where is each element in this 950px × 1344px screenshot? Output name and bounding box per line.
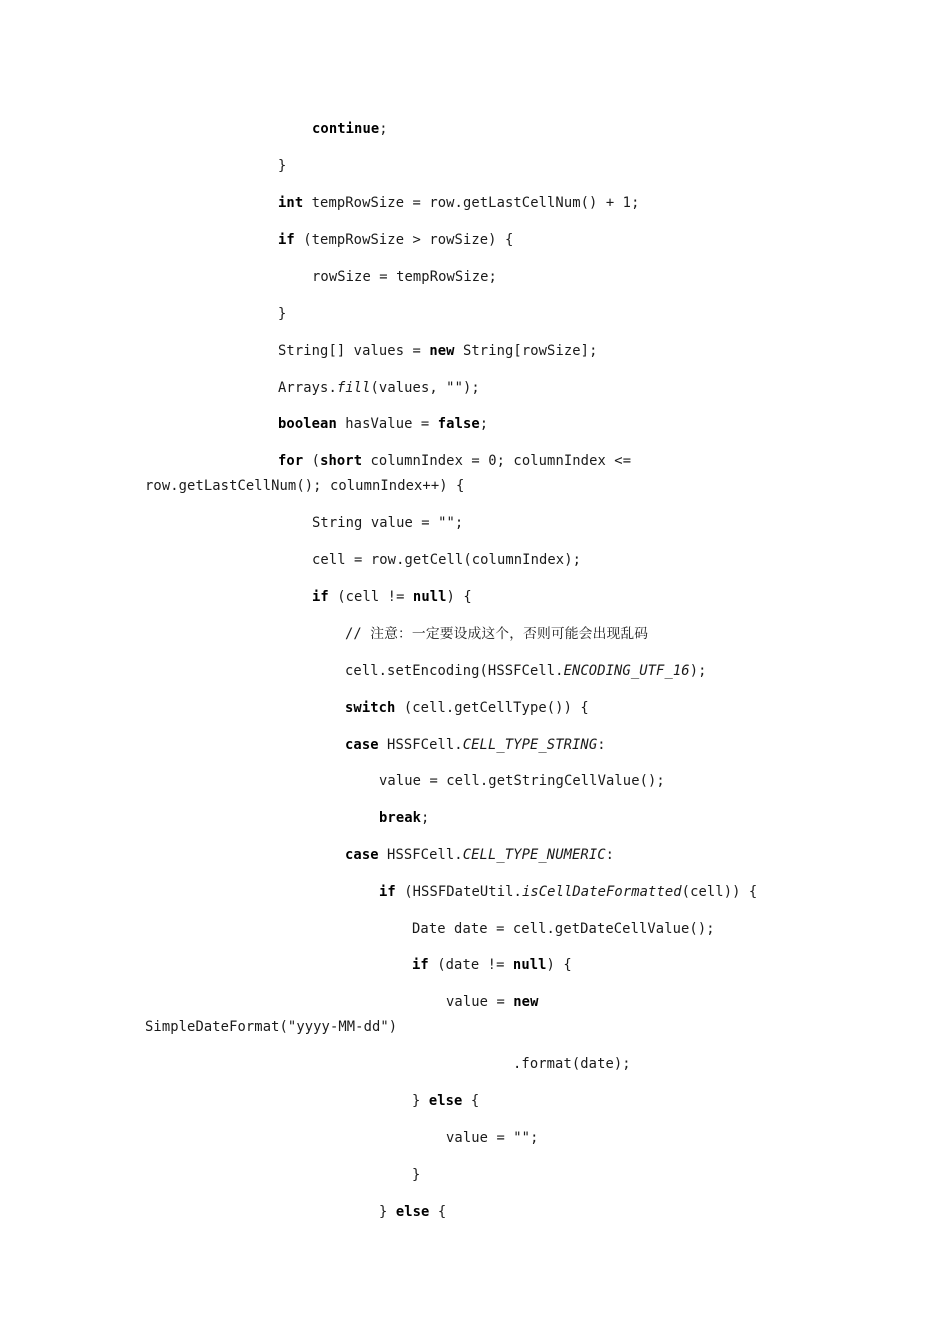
keyword: boolean xyxy=(278,416,337,432)
italic-identifier: isCellDateFormatted xyxy=(521,884,682,900)
comment-text: 注意：一定要设成这个，否则可能会出现乱码 xyxy=(370,626,649,642)
italic-identifier: fill xyxy=(336,380,371,396)
code-line xyxy=(412,1092,479,1110)
keyword: case xyxy=(345,737,379,753)
code-line xyxy=(379,772,665,790)
italic-identifier: CELL_TYPE_STRING xyxy=(462,737,598,753)
code-comment-line xyxy=(345,625,648,643)
keyword: new xyxy=(429,343,455,359)
code-text: tempRowSize = row.getLastCellNum() + 1; xyxy=(303,195,640,211)
code-line xyxy=(278,305,286,323)
code-text: String[rowSize]; xyxy=(454,343,598,359)
code-line xyxy=(278,342,597,360)
code-text: (cell.getCellType()) { xyxy=(395,700,589,716)
code-text: } xyxy=(379,1204,396,1220)
code-text: hasValue = xyxy=(336,416,438,432)
italic-identifier: CELL_TYPE_NUMERIC xyxy=(462,847,606,863)
code-line xyxy=(278,452,631,470)
code-line xyxy=(345,846,614,864)
keyword: if xyxy=(312,589,329,605)
code-text: rowSize = tempRowSize; xyxy=(312,269,497,285)
code-text: row.getLastCellNum(); columnIndex++) { xyxy=(145,478,465,494)
code-line xyxy=(278,415,488,433)
code-line xyxy=(379,883,757,901)
code-text: (HSSFDateUtil. xyxy=(395,884,522,900)
code-text: // xyxy=(345,626,371,642)
keyword: for xyxy=(278,453,304,469)
code-text: Date date = cell.getDateCellValue(); xyxy=(412,921,715,937)
code-line xyxy=(446,1129,538,1147)
code-text: ; xyxy=(379,121,388,137)
code-text: (values, ""); xyxy=(370,380,480,396)
code-text: value = ""; xyxy=(446,1130,539,1146)
code-text: ) { xyxy=(546,957,572,973)
keyword: if xyxy=(379,884,396,900)
code-text: } xyxy=(412,1167,421,1183)
keyword: if xyxy=(278,232,295,248)
code-text: columnIndex = 0; columnIndex <= xyxy=(362,453,632,469)
code-line xyxy=(278,379,480,397)
keyword: int xyxy=(278,195,304,211)
code-text: ; xyxy=(421,810,430,826)
code-line xyxy=(312,268,497,286)
code-line xyxy=(312,588,472,606)
code-text: SimpleDateFormat("yyyy-MM-dd") xyxy=(145,1019,398,1035)
keyword: false xyxy=(437,416,480,432)
code-line xyxy=(345,699,589,717)
code-line xyxy=(278,194,640,212)
code-text: { xyxy=(462,1093,480,1109)
code-text: .format(date); xyxy=(513,1056,631,1072)
code-line xyxy=(145,1018,397,1036)
code-text: } xyxy=(278,306,287,322)
code-line xyxy=(412,956,572,974)
code-text: (tempRowSize > rowSize) { xyxy=(294,232,514,248)
code-text: : xyxy=(597,737,606,753)
code-line xyxy=(312,514,463,532)
code-line xyxy=(345,662,707,680)
code-line xyxy=(379,1203,446,1221)
code-line xyxy=(379,809,429,827)
code-text: value = xyxy=(446,994,514,1010)
code-line xyxy=(513,1055,631,1073)
code-text: } xyxy=(412,1093,429,1109)
code-text: (date != xyxy=(428,957,513,973)
code-text: : xyxy=(605,847,615,863)
code-line xyxy=(312,551,581,569)
code-line xyxy=(278,157,286,175)
keyword: else xyxy=(395,1204,430,1220)
code-line xyxy=(412,1166,420,1184)
keyword: break xyxy=(379,810,422,826)
code-text: cell = row.getCell(columnIndex); xyxy=(312,552,582,568)
keyword: short xyxy=(320,453,363,469)
code-text: value = cell.getStringCellValue(); xyxy=(379,773,665,789)
code-text: ; xyxy=(479,416,489,432)
code-text: String[] values = xyxy=(278,343,430,359)
code-line xyxy=(345,736,606,754)
code-line xyxy=(312,120,388,138)
keyword: else xyxy=(428,1093,463,1109)
keyword: if xyxy=(412,957,429,973)
code-line xyxy=(412,920,715,938)
keyword: new xyxy=(513,994,539,1010)
code-line xyxy=(145,477,464,495)
code-text: ); xyxy=(689,663,707,679)
code-text: HSSFCell. xyxy=(378,847,463,863)
code-text: String value = ""; xyxy=(312,515,464,531)
italic-identifier: ENCODING_UTF_16 xyxy=(563,663,690,679)
keyword: continue xyxy=(312,121,380,137)
keyword: case xyxy=(345,847,379,863)
code-text: HSSFCell. xyxy=(378,737,463,753)
keyword: null xyxy=(512,957,547,973)
code-text: { xyxy=(429,1204,447,1220)
code-text: } xyxy=(278,158,287,174)
code-text: Arrays. xyxy=(278,380,337,396)
code-text: ) { xyxy=(446,589,472,605)
code-text: cell.setEncoding(HSSFCell. xyxy=(345,663,564,679)
code-line xyxy=(278,231,513,249)
code-line xyxy=(446,993,539,1011)
code-text: (cell != xyxy=(328,589,413,605)
keyword: null xyxy=(412,589,447,605)
code-text: ( xyxy=(303,453,321,469)
code-text: (cell)) { xyxy=(681,884,758,900)
keyword: switch xyxy=(345,700,396,716)
